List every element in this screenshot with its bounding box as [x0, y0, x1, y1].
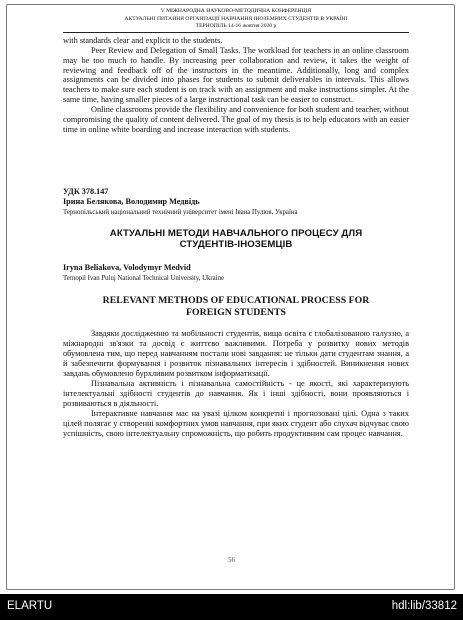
title-ua-line-1: АКТУАЛЬНІ МЕТОДИ НАВЧАЛЬНОГО ПРОЦЕСУ ДЛЯ: [109, 227, 363, 239]
prev-paragraph-1: Peer Review and Delegation of Small Tasks. The workload for teachers in an online classroom may be too much to handle. By increasing peer collaboration and review, it takes the weight of reviewing and feedback off of the instructors in the meantime. Additionally, long and complex assignments can be divided into phases for students to submit deliverables in intervals. This allows teachers to make sure each student is on track with an assignment and make instructions simpler. At the same time, having smaller pieces of a large instructional task can be easier to construct.: [63, 45, 409, 105]
header-line-1: V МІЖНАРОДНА НАУКОВО-МЕТОДИЧНА КОНФЕРЕНЦІЯ: [160, 8, 312, 14]
header-line-3: ТЕРНОПІЛЬ 14-16 жовтня 2020 р: [195, 23, 277, 30]
article-paragraph-1: Завдяки дослідженню та мобільності студентів, вища освіта є глобалізованою галуззю, а міжнародні зв'язки та досвід є життєво важливими. Потреба у розвитку нових методів обумовлена тим, що перед навчанням постали нові завдання: не тільки дати студентам знання, а й забезпечити формування і розвиток пізнавальних інтересів і здібностей. Виникнення нових завдань обумовлено бурхливим розвитком інформатизації.: [63, 329, 409, 379]
title-en-line-2: FOREIGN STUDENTS: [186, 307, 286, 319]
page-content: [63, 8, 409, 438]
article-paragraph-2: Пізнавальна активність і пізнавальна самостійність - це якості, які характеризують інтелектуальні здібності студентів до навчання. Як і інші здібності, вони проявляються і розвиваються в діяльності.: [63, 379, 409, 408]
prev-paragraph-0: with standards clear and explicit to the students.: [63, 35, 223, 45]
repository-footer-bar: [0, 594, 463, 620]
article-title-english: [63, 295, 409, 320]
document-page: [6, 4, 455, 590]
handle-identifier[interactable]: hdl:lib/33812: [391, 600, 457, 612]
udc-code: УДК 378.147: [63, 186, 109, 196]
article-paragraph-3: Інтерактивне навчання має на увазі цілком конкретні і прогнозовані цілі. Одна з таких цілей полягає у створенні комфортних умов навчання, при яких студент або слухач відчуває свою успішність, свою інтелектуальну спроможність, що робить продуктивним сам процес навчання.: [63, 408, 409, 438]
repository-name[interactable]: ELARTU: [7, 600, 53, 612]
article-title-ukrainian: [63, 228, 409, 252]
affiliation-ukrainian: Тернопільський національний технічний університет імені Івана Пулюя, Україна: [63, 208, 298, 216]
authors-english: Iryna Beliakova, Volodymyr Medvid: [63, 263, 191, 273]
affiliation-english: Ternopil Ivan Puluj National Technical University, Ukraine: [63, 274, 224, 282]
title-ua-line-2: СТУДЕНТІВ-ІНОЗЕМЦІВ: [179, 239, 293, 251]
authors-ukrainian: Ірина Белякова, Володимир Медвідь: [63, 197, 200, 207]
prev-paragraph-2: Online classrooms provide the flexibility and convenience for both student and teacher, without compromising the quality of content delivered. The goal of my thesis is to help educators with an easier time in online white boarding and increase interaction with students.: [63, 105, 409, 134]
section-spacer: [63, 135, 409, 187]
title-en-line-1: RELEVANT METHODS OF EDUCATIONAL PROCESS FOR: [102, 294, 370, 306]
running-header: [63, 8, 409, 33]
page-number: 56: [228, 556, 235, 564]
header-line-2: АКТУАЛЬНІ ПИТАННЯ ОРГАНІЗАЦІЇ НАВЧАННЯ ІНОЗЕМНИХ СТУДЕНТІВ В УКРАЇНІ: [124, 15, 348, 22]
